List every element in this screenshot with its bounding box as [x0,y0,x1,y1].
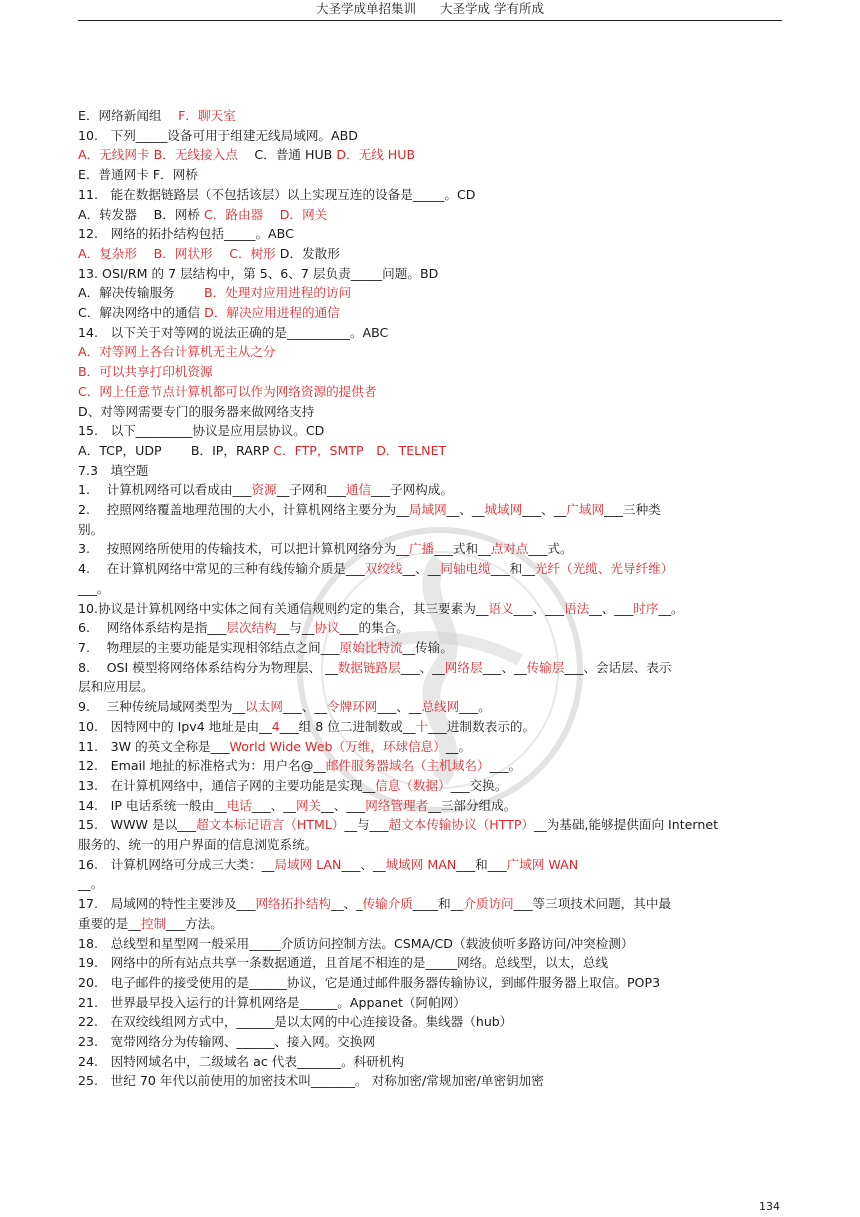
text-line [78,145,782,165]
question-text: 10. 下列_____设备可用于组建无线局域网。ABD [78,127,358,143]
question-text: ___、__ [341,856,386,872]
question-text: ___的集合。 [339,620,409,636]
text-line [78,677,782,697]
question-text: D、对等网需要专门的服务器来做网络支持 [78,403,315,419]
answer-text: 超文本标记语言（HTML） [196,817,345,833]
text-line [78,658,782,678]
question-text: ____和__ [412,896,464,912]
question-text: D．发散形 [275,245,340,261]
text-line [78,815,782,835]
question-text: 20. 电子邮件的接受使用的是______协议，它是通过邮件服务器传输协议，到邮件服务器上取信。POP3 [78,974,661,990]
question-text: 9. 三种传统局域网类型为__ [78,699,246,715]
question-text: 14. 以下关于对等网的说法正确的是__________。ABC [78,324,389,340]
text-line [78,835,782,855]
question-text: 8. OSI 模型将网络体系结构分为物理层、 __ [78,659,338,675]
answer-text: 邮件服务器域名（主机域名） [325,758,490,774]
answer-text: A．复杂形 B．网状形 C．树形 [78,245,276,261]
answer-text: 网络管理者 [365,797,429,813]
question-text: A．解决传输服务 [78,285,204,301]
question-text: ___进制数表示的。 [428,718,536,734]
text-line [78,1032,782,1052]
text-line [78,500,782,520]
answer-text: 层次结构 [226,620,277,636]
text-line [78,638,782,658]
question-text: 11. 3W 的英文全称是___ [78,738,230,754]
question-text: ___、__ [282,699,328,715]
document-body [78,106,782,1091]
question-text: ___、会话层、表示 [564,659,672,675]
text-line [78,441,782,461]
question-text: __。 [445,738,472,754]
question-text: 10. 因特网中的 Ipv4 地址是由__ [78,718,272,734]
answer-text: 网络层 [444,659,483,675]
question-text: E．普通网卡 F．网桥 [78,167,198,183]
question-text: ___等三项技术问题，其中最 [513,896,672,912]
question-text: C．普通 HUB [237,147,337,163]
text-line [78,224,782,244]
answer-text: 光纤（光缆、光导纤维） [534,561,674,577]
page-number: 134 [759,1200,780,1213]
question-text: __。 [78,876,104,892]
question-text: ___和___ [456,856,507,872]
answer-text: A．无线网卡 B．无线接入点 [78,147,238,163]
answer-text: 令牌环网 [327,699,378,715]
text-line [78,421,782,441]
question-text: __。 [658,600,684,616]
answer-text: C．路由器 D．网关 [204,206,328,222]
question-text: B．可以共享打印机资源 [78,364,213,380]
question-text: 7.3 填空题 [78,462,149,478]
question-text: 7. 物理层的主要功能是实现相邻结点之间___ [78,639,340,655]
question-text: E．网络新闻组 [78,108,179,123]
question-text: ___组 8 位二进制数或__ [279,718,416,734]
text-line [78,362,782,382]
text-line [78,697,782,717]
text-line [78,993,782,1013]
question-text: __传输。 [402,639,453,655]
text-line [78,106,782,126]
question-text: ___、___ [513,600,564,616]
text-line [78,579,782,599]
question-text: 重要的是__ [78,915,141,931]
question-text: __与___ [344,817,389,833]
question-text: 12. 网络的拓扑结构包括_____。ABC [78,226,294,242]
question-text: 3. 按照网络所使用的传输技术，可以把计算机网络分为__ [78,541,409,557]
text-line [78,717,782,737]
question-text: ___式和__ [434,541,491,557]
answer-text: 网关 [295,797,322,813]
answer-text: 局域网 LAN [274,856,342,872]
question-text: 23. 宽带网络分为传输网、______、接入网。交换网 [78,1034,376,1050]
answer-text: 局域网 [408,502,447,518]
question-text: 11. 能在数据链路层（不包括该层）以上实现互连的设备是_____。CD [78,186,476,202]
answer-text: 十 [415,718,429,734]
text-line [78,342,782,362]
text-line [78,283,782,303]
question-text: __、__ [402,561,441,577]
text-line [78,303,782,323]
answer-text: 城域网 MAN [385,856,457,872]
question-text: ___、__ [377,699,422,715]
text-line [78,480,782,500]
text-line [78,599,782,619]
question-text: __、_ [331,896,363,912]
text-line [78,520,782,540]
answer-text: 控制 [140,915,167,931]
text-line [78,461,782,481]
question-text: 21. 世界最早投入运行的计算机网络是______。Appanet（阿帕网） [78,994,466,1010]
question-text: 19. 网络中的所有站点共享一条数据通道，且首尾不相连的是_____网络。总线型，以太，总线 [78,955,609,971]
answer-text: 同轴电缆 [440,561,491,577]
text-line [78,539,782,559]
question-text: 25. 世纪 70 年代以前使用的加密技术叫_______。 对称加密/常规加密/单密钥加密 [78,1073,544,1089]
text-line [78,934,782,954]
question-text: C．网上任意节点计算机都可以作为网络资源的提供者 [78,383,377,399]
question-text: 16. 计算机网络可分成三大类：__ [78,856,275,872]
question-text: ___、__ [251,797,296,813]
question-text: __为基础,能够提供面向 Internet [534,817,719,833]
question-text: __三部分组成。 [428,797,517,813]
answer-text: 数据链路层 [337,659,401,675]
question-text: __、__ [446,502,485,518]
question-text: 13. OSI/RM 的 7 层结构中，第 5、6、7 层负责_____问题。BD [78,265,439,281]
answer-text: 城域网 [484,502,523,518]
question-text: 15. WWW 是以___ [78,817,197,833]
question-text: __子网和___ [276,482,346,498]
page-header [78,0,782,21]
text-line [78,953,782,973]
answer-text: 超文本传输协议（HTTP） [388,817,535,833]
answer-text: D．解决应用进程的通信 [204,305,340,321]
answer-text: 介质访问 [463,896,514,912]
question-text: 17. 局域网的特性主要涉及___ [78,896,256,912]
answer-text: 广播 [408,541,435,557]
question-text: ___式。 [528,541,573,557]
question-text: 12. Email 地扯的标准格式为：用户名@__ [78,758,326,774]
text-line [78,126,782,146]
text-line [78,796,782,816]
question-text: 服务的、统一的用户界面的信息浏览系统。 [78,837,318,853]
answer-text: 信息（数据） [375,777,451,793]
question-text: ___。 [489,758,522,774]
question-text: 13. 在计算机网络中，通信子网的主要功能是实现__ [78,777,376,793]
text-line [78,165,782,185]
question-text: ___方法。 [166,915,223,931]
question-text: ___。 [459,699,491,715]
answer-text: 时序 [633,600,659,616]
question-text: ___、__ [400,659,445,675]
question-text: 2. 控照网络覆盖地理范围的大小，计算机网络主要分为__ [78,502,409,518]
answer-text: 网络拓扑结构 [255,896,332,912]
text-line [78,559,782,579]
question-text: C．解决网络中的通信 [78,305,205,321]
text-line [78,914,782,934]
text-line [78,244,782,264]
answer-text: 语义 [488,600,514,616]
question-text: 别。 [78,521,104,537]
question-text: 18. 总线型和星型网一般采用_____介质访问控制方法。CSMA/CD（载波侦听多路访问/冲突检测） [78,935,634,951]
answer-text: 电话 [226,797,252,813]
text-line [78,874,782,894]
question-text: A．TCP，UDP B．IP，RARP [78,442,274,458]
question-text: ___交换。 [450,777,508,793]
question-text: ___子网构成。 [371,482,453,498]
text-line [78,737,782,757]
answer-text: D．无线 HUB [336,147,416,163]
question-text: 15. 以下_________协议是应用层协议。CD [78,423,325,439]
question-text: __与__ [276,620,315,636]
question-text: 14. IP 电话系统一般由__ [78,797,227,813]
answer-text: 广域网 WAN [506,856,579,872]
text-line [78,402,782,422]
text-line [78,618,782,638]
question-text: ___、__ [522,502,567,518]
question-text: 1. 计算机网络可以看成由___ [78,482,252,498]
question-text: 层和应用层。 [78,679,154,695]
answer-text: C．FTP，SMTP D．TELNET [273,442,447,458]
question-text: __、___ [321,797,366,813]
text-line [78,205,782,225]
answer-text: 传输介质 [362,896,413,912]
header-left-text: 大圣学成单招集训 [316,1,417,16]
answer-text: 语法 [564,600,590,616]
question-text: __、___ [589,600,634,616]
answer-text: 广域网 [566,502,605,518]
question-text: ___三种类 [604,502,661,518]
question-text: ___、__ [482,659,527,675]
answer-text: 原始比特流 [339,639,403,655]
answer-text: F．聊天室 [178,108,236,123]
text-line [78,855,782,875]
answer-text: 资源 [251,482,277,498]
text-line [78,323,782,343]
question-text: ___和__ [490,561,535,577]
answer-text: 点对点 [490,541,529,557]
question-text: 6. 网络体系结构是指___ [78,620,227,636]
answer-text: 总线网 [421,699,460,715]
header-right-text: 大圣学成 学有所成 [440,1,544,16]
question-text: A．对等网上各台计算机无主从之分 [78,344,276,360]
question-text: ___。 [78,580,110,596]
question-text: A．转发器 B．网桥 [78,206,205,222]
text-line [78,756,782,776]
question-text: 22. 在双绞线组网方式中，______是以太网的中心连接设备。集线器（hub） [78,1014,513,1030]
text-line [78,1071,782,1091]
answer-text: 协议 [314,620,340,636]
text-line [78,185,782,205]
answer-text: 以太网 [245,699,283,715]
question-text: 24. 因特网域名中，二级域名 ac 代表_______。科研机构 [78,1053,405,1069]
answer-text: B．处理对应用进程的访问 [203,285,352,301]
answer-text: 双绞线 [364,561,403,577]
answer-text: 传输层 [526,659,565,675]
text-line [78,382,782,402]
text-line [78,1012,782,1032]
text-line [78,973,782,993]
answer-text: World Wide Web（万维，环球信息） [229,738,446,754]
text-line [78,894,782,914]
answer-text: 通信 [345,482,372,498]
text-line [78,264,782,284]
question-text: 10.协议是计算机网络中实体之间有关通信规则约定的集合，其三要素为__ [78,600,489,616]
answer-text: 4 [271,718,280,734]
text-line [78,1052,782,1072]
question-text: 4. 在计算机网络中常见的三种有线传输介质是___ [78,561,365,577]
text-line [78,776,782,796]
